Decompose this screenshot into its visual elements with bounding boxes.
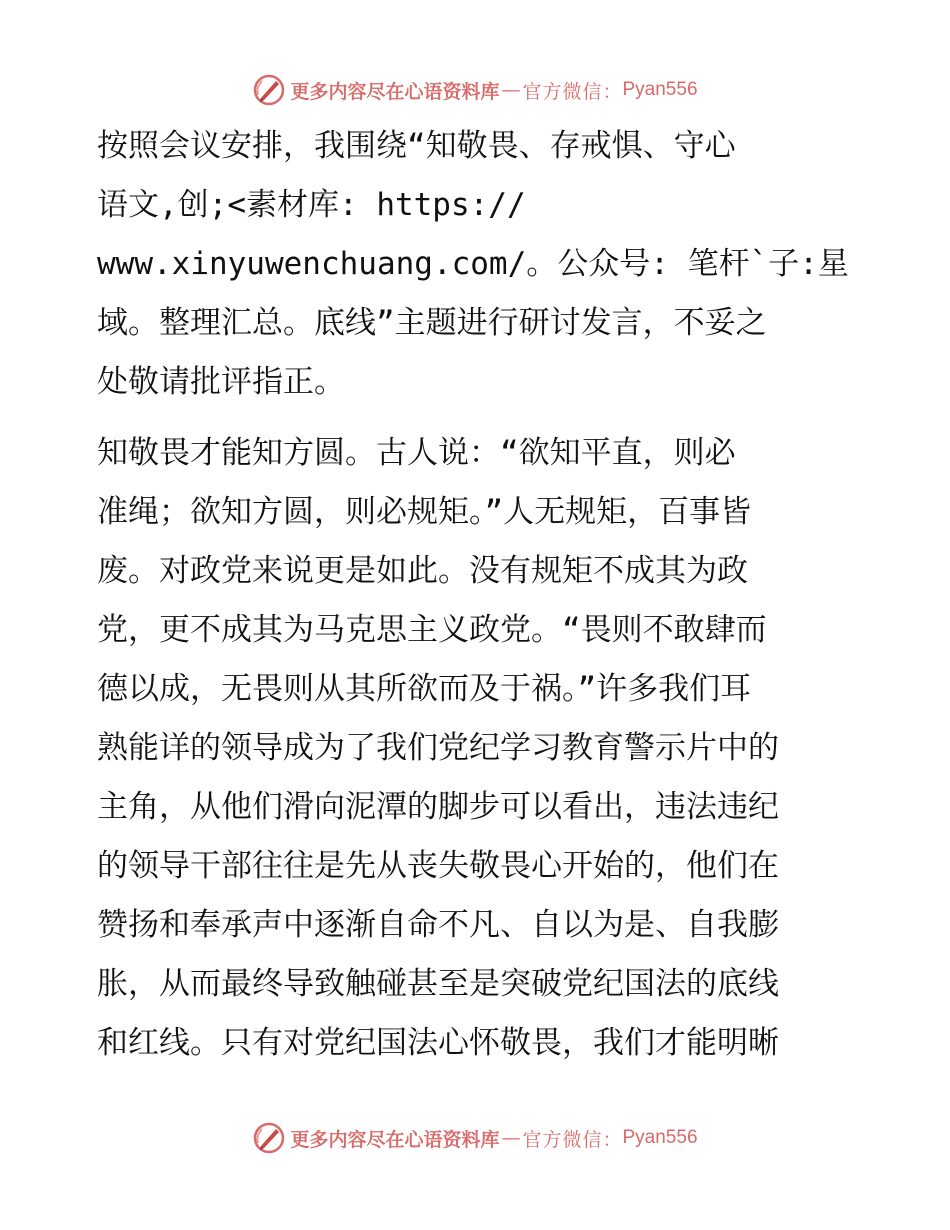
paragraph-line: 的领导干部往往是先从丧失敬畏心开始的，他们在 <box>97 848 779 884</box>
paragraph-line: 准绳；欲知方圆，则必规矩。”人无规矩，百事皆 <box>97 494 752 530</box>
paragraph-line: 语文,创;<素材库: https:// <box>97 187 526 223</box>
paragraph-gap <box>97 412 857 424</box>
paragraph-line: 域。整理汇总。底线”主题进行研讨发言，不妥之 <box>97 305 767 341</box>
paragraph-line: 处敬请批评指正。 <box>97 364 345 400</box>
footer-banner <box>0 1118 950 1158</box>
paragraph-1 <box>97 117 857 412</box>
paragraph-line: 赞扬和奉承声中逐渐自命不凡、自以为是、自我膨 <box>97 907 779 943</box>
banner-handle: Pyan556 <box>622 79 698 100</box>
paragraph-line: 和红线。只有对党纪国法心怀敬畏，我们才能明晰 <box>97 1025 779 1061</box>
banner-separator: — <box>501 79 521 101</box>
banner-wechat-label: 官方微信： <box>522 1128 623 1151</box>
paragraph-line: 胀，从而最终导致触碰甚至是突破党纪国法的底线 <box>97 966 779 1002</box>
banner-wechat-label: 官方微信： <box>522 80 623 103</box>
paragraph-2 <box>97 424 857 1073</box>
banner-separator: — <box>501 1127 521 1149</box>
paragraph-line: 按照会议安排，我围绕“知敬畏、存戒惧、守心 <box>97 128 736 164</box>
banner-brand: 更多内容尽在心语资料库 <box>290 80 500 103</box>
pen-logo-icon <box>252 1121 286 1155</box>
banner-handle: Pyan556 <box>622 1127 698 1148</box>
paragraph-line: 知敬畏才能知方圆。古人说：“欲知平直，则必 <box>97 435 736 471</box>
paragraph-line: 主角，从他们滑向泥潭的脚步可以看出，违法违纪 <box>97 789 779 825</box>
banner-brand: 更多内容尽在心语资料库 <box>290 1128 500 1151</box>
document-body <box>97 117 857 1073</box>
header-banner <box>0 70 950 110</box>
pen-logo-icon <box>252 73 286 107</box>
paragraph-line: www.xinyuwenchuang.com/。公众号: 笔杆`子:星 <box>97 246 849 282</box>
paragraph-line: 德以成，无畏则从其所欲而及于祸。”许多我们耳 <box>97 671 752 707</box>
paragraph-line: 废。对政党来说更是如此。没有规矩不成其为政 <box>97 553 748 589</box>
paragraph-line: 党，更不成其为马克思主义政党。“畏则不敢肆而 <box>97 612 767 648</box>
paragraph-line: 熟能详的领导成为了我们党纪学习教育警示片中的 <box>97 730 779 766</box>
